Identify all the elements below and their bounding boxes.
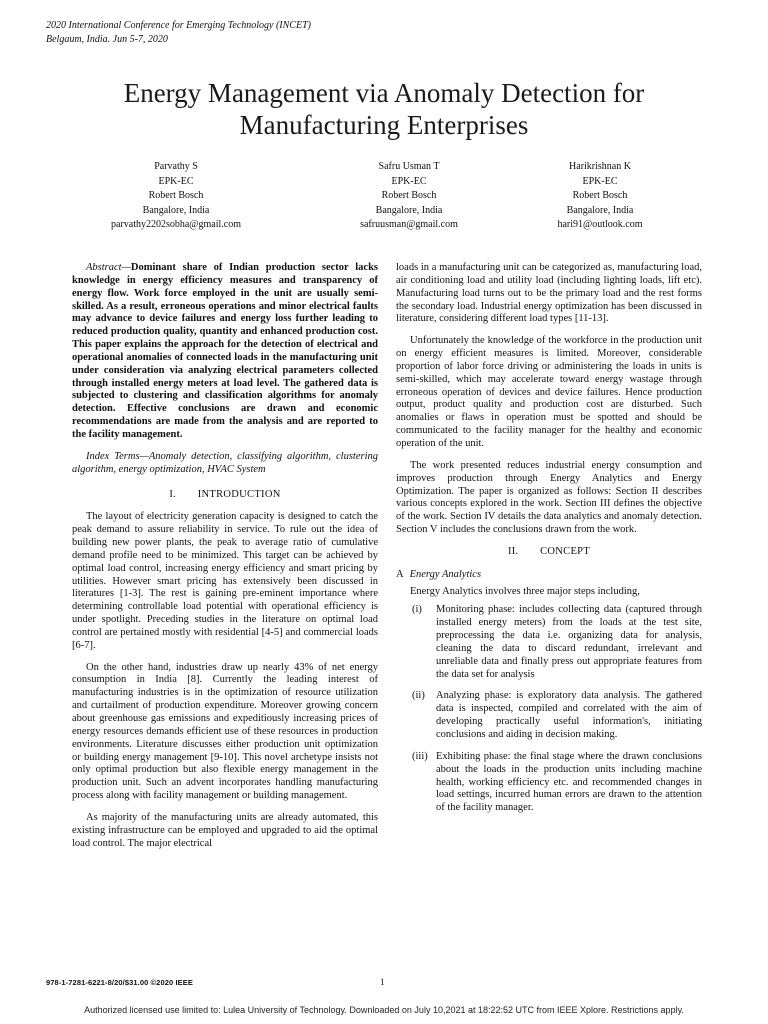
left-column	[72, 262, 378, 859]
intro-paragraph-2: On the other hand, industries draw up nearly 43% of net energy consumption in India [8]. Currently the leading interest of manufacturing industries is in the optimization of resource utilization and curtailment of production expenditure. Moreover growing concern about greenhouse gas emissions and expeditiously increasing prices of energy resources demands efficient use of these resources in production environments. Literature discusses either production unit optimization or building energy management [9-10]. This novel archetype insists not only optimal production but also flexible energy management in the production unit. Such an advent incorporates handling manufacturing process along with facility management or building management.	[72, 661, 378, 802]
author-city: Bangalore, India	[566, 204, 634, 216]
author-org: Robert Bosch	[148, 190, 204, 202]
conference-location: Belgaum, India. Jun 5-7, 2020	[46, 34, 168, 45]
title-line-2: Manufacturing Enterprises	[239, 110, 529, 140]
author-email: safruusman@gmail.com	[360, 219, 458, 231]
subsection-label: A	[396, 568, 404, 580]
list-item	[396, 690, 702, 741]
footer-copyright: 978-1-7281-6221-8/20/$31.00 ©2020 IEEE	[46, 978, 193, 987]
concept-intro: Energy Analytics involves three major steps including,	[410, 585, 640, 597]
section-heading-concept: II. CONCEPT	[507, 545, 591, 557]
index-terms: Index Terms—Anomaly detection, classifying algorithm, clustering algorithm, energy optimization, HVAC System	[72, 450, 378, 475]
paper-title	[40, 77, 728, 141]
step-text: Monitoring phase: includes collecting data (captured through installed energy meters) from the loads at the test site, preprocessing the data i.e. organizing data for analysis, cleaning the data to discard redundant, irrelevant and unreliable data and finally press out appropriate features from the data set for analysis	[436, 604, 702, 680]
step-text: Analyzing phase: is exploratory data analysis. The gathered data is inspected, compiled and correlated with the aim of developing practically useful information's, initiating conclusions and aiding in decision making.	[436, 690, 702, 740]
conference-header	[46, 19, 311, 47]
abstract	[72, 262, 378, 442]
intro-paragraph-1: The layout of electricity generation capacity is designed to catch the peak demand to assure reliability in service. To rule out the idea of building new power plants, the peak to average ratio of cumulative demand profile need to be minimized. This target can be achieved by optimal load control, increasing energy efficiency and smart pricing by utilities. However smart pricing has extensively been discussed in literatures [1-3]. The rest is gaining pre-eminent importance where determining controllable load potential with operational efficiency is under spotlight. Preceding studies in the literature on optimal load control are pertained mostly with residential [4-5] and commercial loads [6-7].	[72, 511, 378, 651]
step-text: Exhibiting phase: the final stage where the drawn conclusions about the loads in the production units including machine health, working efficiency etc. and recommended changes in load settings, incurred human errors are drawn to the attention of the facility manager.	[436, 750, 702, 814]
author-name: Safru Usman T	[378, 161, 440, 172]
author-email: hari91@outlook.com	[557, 219, 643, 231]
author-name: Harikrishnan K	[569, 161, 631, 172]
steps-list	[396, 604, 702, 815]
author-dept: EPK-EC	[582, 175, 618, 187]
license-notice: Authorized licensed use limited to: Lulea University of Technology. Downloaded on July 10,2021 at 18:22:52 UTC from IEEE Xplore. Restrictions apply.	[84, 1005, 684, 1015]
author-name: Parvathy S	[154, 161, 198, 172]
right-column	[396, 262, 702, 824]
abstract-lead: Abstract—	[86, 262, 131, 273]
author-dept: EPK-EC	[158, 175, 194, 187]
subsection-title: Energy Analytics	[409, 568, 482, 580]
list-item	[396, 751, 702, 815]
author-block-3	[500, 160, 700, 233]
intro-paragraph-3: As majority of the manufacturing units are already automated, this existing infrastructure can be employed and upgraded to aid the optimal load control. The major electrical	[72, 811, 378, 849]
step-number: (iii)	[412, 750, 428, 762]
step-number: (ii)	[412, 690, 425, 702]
right-paragraph-1: loads in a manufacturing unit can be categorized as, manufacturing load, air conditioning load and utility load (including lighting loads, lift etc). Manufacturing load turns out to be the primary load and the rest forms the secondary load. Industrial energy optimization has been discussed in literature, considering different load types [11-13].	[396, 262, 702, 325]
author-org: Robert Bosch	[381, 190, 437, 202]
author-dept: EPK-EC	[391, 175, 427, 187]
list-item	[396, 604, 702, 681]
author-city: Bangalore, India	[142, 204, 210, 216]
right-paragraph-2: Unfortunately the knowledge of the workforce in the production unit on energy efficient measures is limited. Moreover, considerable proportion of labor force driving or administering the loads in units is semi-skilled, which may accelerate toward energy wastage through erroneous operation of devices and device failures. Hence production output, product quality and production cost are disturbed. Such anomalies or flaws in operation must be spotted and should be communicated to the facility manager for the healthy and economic operation of the unit.	[396, 335, 702, 449]
author-city: Bangalore, India	[375, 204, 443, 216]
author-org: Robert Bosch	[572, 190, 628, 202]
section-heading-introduction: I. INTRODUCTION	[169, 488, 281, 500]
author-email: parvathy2202sobha@gmail.com	[110, 219, 241, 231]
title-line-1: Energy Management via Anomaly Detection for	[123, 78, 645, 108]
right-paragraph-3: The work presented reduces industrial energy consumption and improves production through Energy Analytics and Energy Optimization. The paper is organized as follows: Section II describes various concepts explored in the work. Section III defines the objective of the work. Section IV details the data analytics and anomaly detection. Section V includes the conclusions drawn from the work.	[396, 459, 702, 536]
page-number: 1	[380, 977, 385, 987]
step-number: (i)	[412, 604, 422, 616]
author-block-2	[309, 160, 509, 233]
subsection-heading	[396, 569, 702, 582]
author-block-1	[76, 160, 276, 233]
abstract-body: Dominant share of Indian production sector lacks knowledge in energy efficiency measures and transparency of energy flow. Work force employed in the unit are usually semi-skilled. As a result, erroneous operations and minor electrical faults may advance to device failures and energy loss further leading to reduced production quality, quantity and enhanced production cost. This paper explains the approach for the detection of electrical and operational anomalies of connected loads in the manufacturing unit under consideration via analyzing electrical parameters collected through installed energy meters at load level. The gathered data is subjected to clustering and classification algorithms for anomaly detection. Effective conclusions are drawn and economic recommendations are made from the analysis and are reported to the facility management.	[72, 262, 378, 440]
conference-name: 2020 International Conference for Emerging Technology (INCET)	[46, 20, 311, 31]
